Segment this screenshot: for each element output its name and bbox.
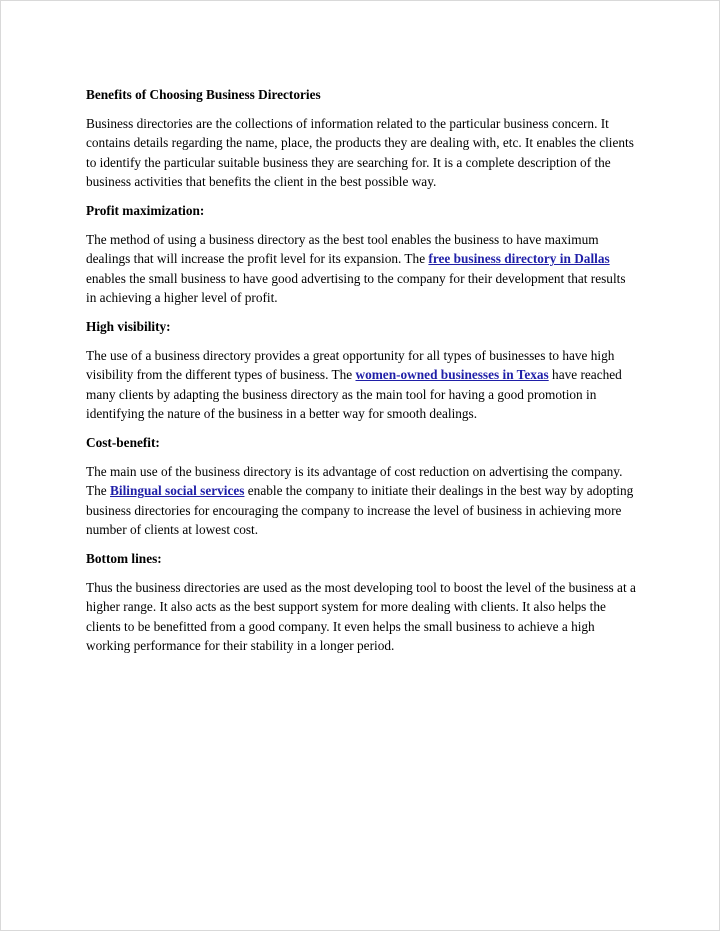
paragraph-text: enable the company to initiate their dealings in the best way by adopting business directories for encouraging the company to increase the level of business in achieving more number of clients at lowest cost.: [86, 483, 634, 537]
link-free-business-directory-dallas[interactable]: free business directory in Dallas: [428, 251, 610, 267]
intro-paragraph: Business directories are the collections of information related to the particular business concern. It contains details regarding the name, place, the products they are dealing with, etc. It enables the clients to identify the particular suitable business they are searching for. It is a complete description of the business activities that benefits the client in the best possible way.: [86, 116, 634, 189]
section-heading-high-visibility: High visibility:: [86, 319, 171, 335]
section-paragraph-bottom-lines: Thus the business directories are used as the most developing tool to boost the level of the business at a higher range. It also acts as the best support system for more dealing with clients. It also helps the clients to be benefitted from a good company. It even helps the small business to achieve a high working performance for their stability in a longer period.: [86, 580, 636, 653]
section-paragraph-cost-benefit: [86, 462, 638, 539]
section-paragraph-high-visibility: [86, 346, 638, 423]
paragraph-text: The method of using a business directory as the best tool enables the business to have maximum dealings that will increase the profit level for its expansion. The: [86, 232, 599, 267]
document-body: [86, 85, 638, 665]
paragraph-text: The main use of the business directory is its advantage of cost reduction on advertising the company. The: [86, 464, 623, 499]
document-title: Benefits of Choosing Business Directories: [86, 87, 321, 102]
paragraph-text: The use of a business directory provides a great opportunity for all types of businesses to have high visibility from the different types of business. The: [86, 348, 615, 383]
section-heading-cost-benefit: Cost-benefit:: [86, 435, 160, 451]
paragraph-text: have reached many clients by adapting the business directory as the main tool for having a good promotion in identifying the nature of the business in a better way for smooth dealings.: [86, 367, 622, 421]
link-women-owned-businesses-texas[interactable]: women-owned businesses in Texas: [355, 367, 549, 383]
section-paragraph-profit-maximization: [86, 230, 638, 307]
section-heading-profit-maximization: Profit maximization:: [86, 203, 205, 219]
paragraph-text: enables the small business to have good advertising to the company for their development that results in achieving a higher level of profit.: [86, 270, 626, 305]
link-bilingual-social-services[interactable]: Bilingual social services: [110, 483, 245, 499]
section-heading-bottom-lines: Bottom lines:: [86, 551, 162, 567]
